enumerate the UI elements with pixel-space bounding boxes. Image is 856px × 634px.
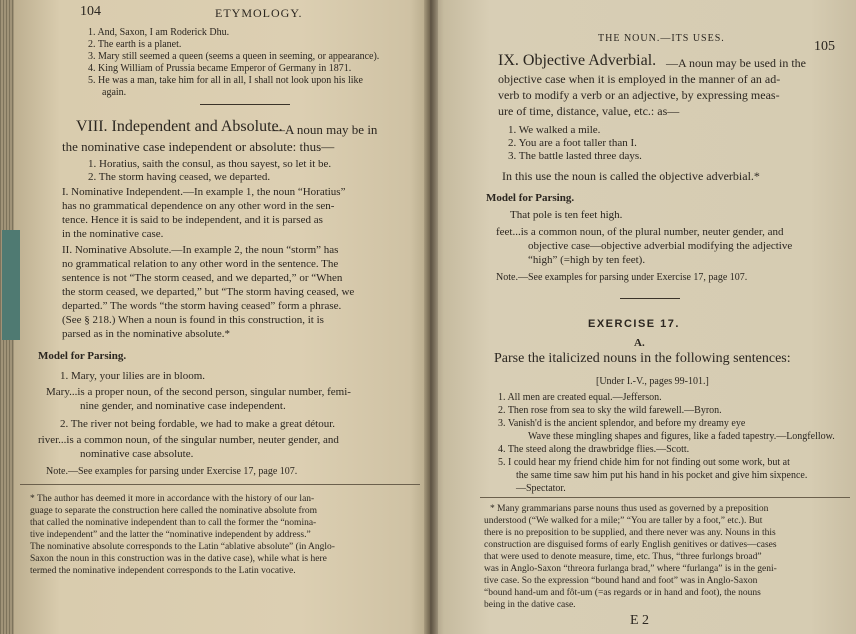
- paragraph-line: departed.” The words “the storm having ceased” form a phrase.: [62, 300, 342, 312]
- page-number: 104: [80, 4, 101, 19]
- conclusion: In this use the noun is called the objective adverbial.*: [502, 169, 760, 183]
- section-heading: IX. Objective Adverbial.: [498, 52, 657, 69]
- model-line: 2. The river not being fordable, we had to make a great détour.: [60, 418, 336, 430]
- footnote-line: Saxon the noun in this construction was in the dative case), while what is here: [30, 554, 327, 564]
- list-item: 1. And, Saxon, I am Roderick Dhu.: [88, 27, 230, 38]
- running-head: ETYMOLOGY.: [215, 6, 303, 20]
- exercise-instruction: Parse the italicized nouns in the following sentences:: [494, 351, 791, 366]
- model-line: “high” (=high by ten feet).: [528, 254, 646, 266]
- section-intro: ure of time, distance, value, etc.: as—: [498, 104, 680, 118]
- footnote-line: “bound hand-um and fôt-um (=as regards or in hand and foot), the nouns: [484, 588, 761, 598]
- paragraph-line: II. Nominative Absolute.—In example 2, the noun “storm” has: [62, 244, 339, 256]
- paragraph-line: in the nominative case.: [62, 228, 164, 240]
- section-intro: —A noun may be in: [272, 122, 378, 137]
- divider: [620, 298, 680, 299]
- exercise-item: 5. I could hear my friend chide him for not finding out some work, but at: [498, 457, 790, 468]
- footnote-line: The nominative absolute corresponds to the Latin “ablative absolute” (in Anglo-: [30, 542, 335, 552]
- footnote-line: tive case. So the expression “bound hand and foot” was in Anglo-Saxon: [484, 576, 758, 586]
- section-intro: verb to modify a verb or an adjective, by expressing meas-: [498, 88, 780, 102]
- footnote-line: there is no preposition to be supplied, and there never was any. Nouns in this: [484, 528, 776, 538]
- footnote-rule: [20, 484, 420, 485]
- section-intro: objective case when it is employed in the manner of an ad-: [498, 72, 781, 86]
- exercise-title: EXERCISE 17.: [588, 318, 680, 330]
- exercise-item: 3. Vanish'd is the ancient splendor, and before my dreamy eye: [498, 418, 746, 429]
- exercise-item: 4. The steed along the drawbridge flies.—Scott.: [498, 444, 690, 455]
- section-intro: —A noun may be used in the: [666, 56, 806, 70]
- paragraph-line: the storm ceased, we departed,” but “The storm having ceased, we: [62, 286, 355, 298]
- bookmark-tab: [2, 230, 20, 340]
- example: 1. We walked a mile.: [508, 124, 601, 136]
- model-line: objective case—objective adverbial modifying the adjective: [528, 240, 793, 252]
- exercise-part: A.: [634, 337, 645, 349]
- model-line: 1. Mary, your lilies are in bloom.: [60, 370, 206, 382]
- model-line: river...is a common noun, of the singular number, neuter gender, and: [38, 434, 339, 446]
- list-item: 5. He was a man, take him for all in all, I shall not look upon his like: [88, 75, 363, 86]
- list-item: 3. Mary still seemed a queen (seems a queen in seeming, or appearance).: [88, 51, 380, 62]
- footnote-line: construction are disguised forms of early English genitives or datives—cases: [484, 540, 777, 550]
- exercise-item: Wave these mingling shapes and figures, like a faded tapestry.—Longfellow.: [528, 431, 835, 442]
- model-line: Mary...is a proper noun, of the second person, singular number, femi-: [46, 386, 351, 398]
- example: 2. You are a foot taller than I.: [508, 137, 637, 149]
- paragraph-line: tence. Hence it is said to be independent, and it is parsed as: [62, 214, 323, 226]
- footnote-line: * Many grammarians parse nouns thus used as governed by a preposition: [490, 504, 769, 514]
- example: 2. The storm having ceased, we departed.: [88, 171, 271, 183]
- model-line: That pole is ten feet high.: [510, 209, 623, 221]
- exercise-item: —Spectator.: [516, 483, 566, 494]
- note: Note.—See examples for parsing under Exercise 17, page 107.: [46, 466, 298, 477]
- right-page: [430, 0, 856, 634]
- model-heading: Model for Parsing.: [486, 192, 575, 204]
- section-intro: the nominative case independent or absolute: thus—: [62, 139, 335, 154]
- list-item: again.: [102, 87, 127, 98]
- list-item: 4. King William of Prussia became Emperor of Germany in 1871.: [88, 63, 352, 74]
- model-line: nominative case absolute.: [80, 448, 194, 460]
- book-gutter: [424, 0, 438, 634]
- footnote-line: understood (“We walked for a mile;” “You are taller by a foot,” etc.). But: [484, 516, 763, 526]
- running-head: THE NOUN.—ITS USES.: [598, 33, 725, 44]
- model-line: feet...is a common noun, of the plural number, neuter gender, and: [496, 226, 784, 238]
- divider: [200, 104, 290, 105]
- paragraph-line: parsed as in the nominative absolute.*: [62, 328, 231, 340]
- page-number: 105: [814, 39, 835, 54]
- model-heading: Model for Parsing.: [38, 350, 127, 362]
- list-item: 2. The earth is a planet.: [88, 39, 182, 50]
- signature-mark: E 2: [630, 613, 650, 628]
- paragraph-line: (See § 218.) When a noun is found in this construction, it is: [62, 314, 324, 326]
- footnote-line: being in the dative case.: [484, 600, 576, 610]
- paragraph-line: has no grammatical dependence on any other word in the sen-: [62, 200, 335, 212]
- section-heading: VIII. Independent and Absolute.: [76, 118, 283, 135]
- note: Note.—See examples for parsing under Exercise 17, page 107.: [496, 272, 748, 283]
- example: 1. Horatius, saith the consul, as thou sayest, so let it be.: [88, 158, 332, 170]
- exercise-item: 2. Then rose from sea to sky the wild farewell.—Byron.: [498, 405, 722, 416]
- footnote-line: was in Anglo-Saxon “threora furlanga brad,” where “furlanga” is in the geni-: [484, 564, 777, 574]
- paragraph-line: I. Nominative Independent.—In example 1, the noun “Horatius”: [62, 186, 346, 198]
- footnote-line: that were used to denote measure, time, etc. Thus, “three furlongs broad”: [484, 552, 762, 562]
- footnote-line: that called the nominative independent than to call the former the “nomina-: [30, 518, 317, 528]
- footnote-line: guage to separate the construction here called the nominative absolute from: [30, 506, 318, 516]
- exercise-range: [Under I.-V., pages 99-101.]: [596, 376, 709, 387]
- exercise-item: 1. All men are created equal.—Jefferson.: [498, 392, 662, 403]
- paragraph-line: sentence is not “The storm ceased, and we departed,” or “When: [62, 272, 343, 284]
- footnote-rule: [480, 497, 850, 498]
- model-line: nine gender, and nominative case independent.: [80, 400, 286, 412]
- footnote-line: termed the nominative independent corresponds to the Latin vocative.: [30, 566, 296, 576]
- footnote-line: * The author has deemed it more in accordance with the history of our lan-: [30, 494, 315, 504]
- footnote-line: tive independent” and the latter the “nominative independent by address.”: [30, 530, 311, 540]
- example: 3. The battle lasted three days.: [508, 150, 642, 162]
- exercise-item: the same time saw him put his hand in his pocket and give him sixpence.: [516, 470, 808, 481]
- paragraph-line: no grammatical relation to any other word in the sentence. The: [62, 258, 339, 270]
